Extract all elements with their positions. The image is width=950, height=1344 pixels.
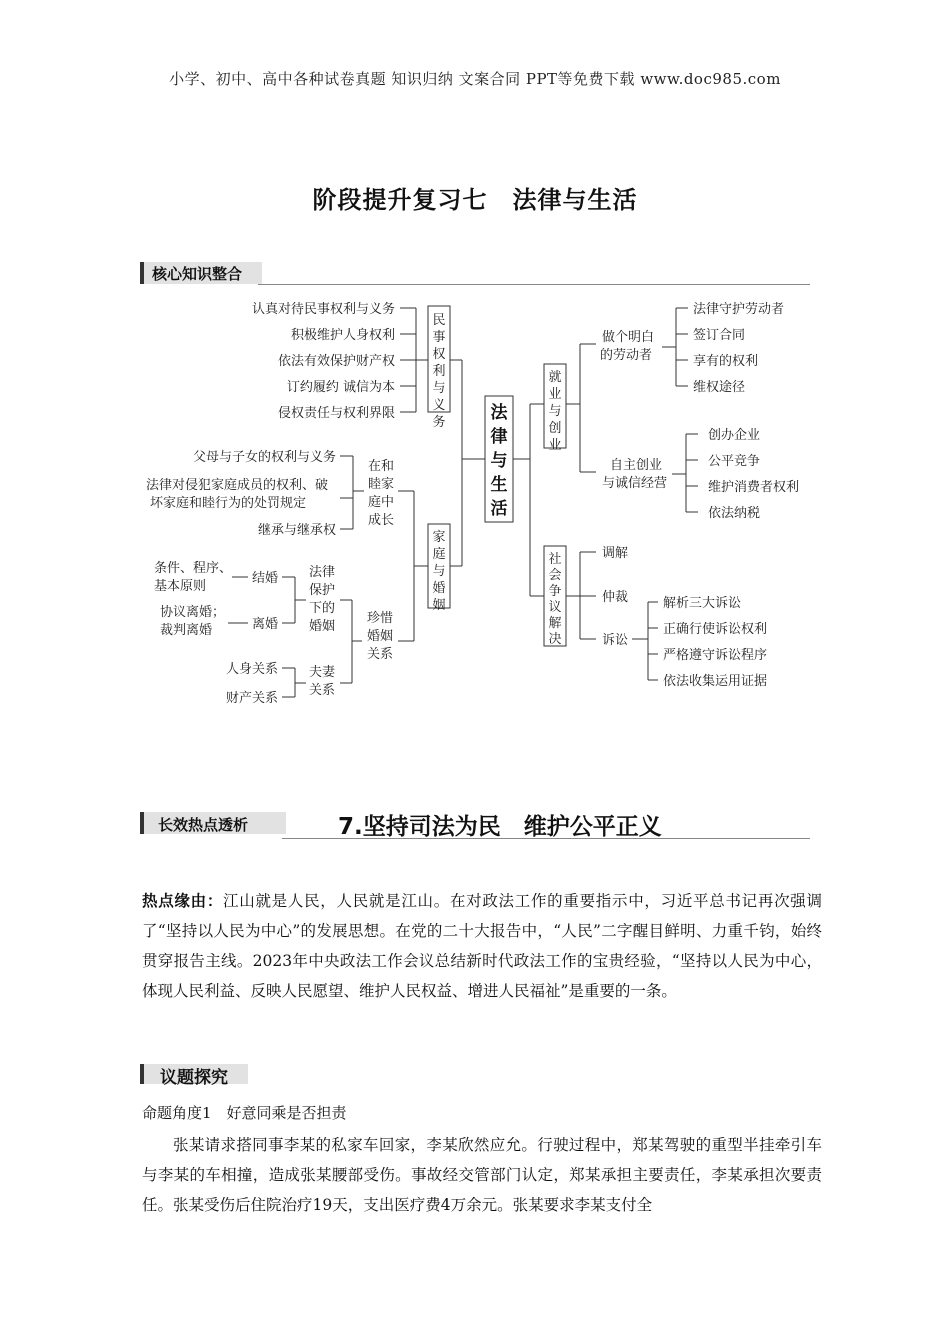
divorce-desc-2: 裁判离婚 xyxy=(160,623,213,638)
grow-label-4: 成长 xyxy=(368,513,395,528)
civil-item-5: 侵权责任与权利界限 xyxy=(277,406,395,421)
worker-label-2: 的劳动者 xyxy=(600,348,653,363)
worker-item-3: 享有的权利 xyxy=(693,354,759,369)
dispute-label: 社会争议解决 xyxy=(548,552,562,647)
marry-desc-2: 基本原则 xyxy=(154,579,207,594)
topic-title: 7.坚持司法为民 维护公平正义 xyxy=(338,814,662,840)
lawsuit-item-4: 依法收集运用证据 xyxy=(663,674,768,689)
center-label: 法律与生活 xyxy=(490,403,508,519)
business-item-3: 维护消费者权利 xyxy=(708,480,800,495)
mediate-label: 调解 xyxy=(602,546,629,561)
knowledge-map xyxy=(140,284,810,714)
page-header: 小学、初中、高中各种试卷真题 知识归纳 文案合同 PPT等免费下载 www.doc985.com xyxy=(169,70,781,88)
worker-item-2: 签订合同 xyxy=(693,328,746,343)
marriage-label-3: 关系 xyxy=(367,647,394,662)
business-label-2: 与诚信经营 xyxy=(602,476,668,491)
spouse-label-1: 夫妻 xyxy=(309,665,336,680)
civil-item-2: 积极维护人身权利 xyxy=(290,328,395,343)
divorce-desc-1: 协议离婚； xyxy=(160,605,226,620)
business-item-4: 依法纳税 xyxy=(708,506,761,521)
case-paragraph: 张某请求搭同事李某的私家车回家，李某欣然应允。行驶过程中，郑某驾驶的重型半挂牵引车与李某的车相撞，造成张某腰部受伤。事故经交管部门认定，郑某承担主要责任，李某承担次要责任。张某受伤后住院治疗19天，支出医疗费4万余元。张某要求李某支付全 xyxy=(142,1136,822,1214)
marriage-label-1: 珍惜 xyxy=(367,611,394,626)
lawsuit-item-1: 解析三大诉讼 xyxy=(663,596,742,611)
protect-label-4: 婚姻 xyxy=(309,619,336,634)
section-title-hot: 长效热点透析 xyxy=(158,816,249,834)
marriage-label-2: 婚姻 xyxy=(367,629,394,644)
hot-paragraph xyxy=(142,886,822,1006)
civil-item-3: 依法有效保护财产权 xyxy=(277,354,395,369)
business-item-2: 公平竞争 xyxy=(708,454,761,469)
protect-label-2: 保护 xyxy=(309,583,336,598)
lawsuit-label: 诉讼 xyxy=(602,633,629,648)
grow-label-1: 在和 xyxy=(368,459,395,474)
grow-item-1: 父母与子女的权利与义务 xyxy=(192,450,336,465)
protect-label-3: 下的 xyxy=(309,601,336,616)
section-title-issue: 议题探究 xyxy=(160,1068,228,1088)
section-title-core: 核心知识整合 xyxy=(152,265,243,283)
lawsuit-item-3: 严格遵守诉讼程序 xyxy=(663,648,768,663)
protect-label-1: 法律 xyxy=(309,565,336,580)
business-label-1: 自主创业 xyxy=(610,458,663,473)
hot-text: 江山就是人民，人民就是江山。在对政法工作的重要指示中，习近平总书记再次强调了“坚持以人民为中心”的发展思想。在党的二十大报告中，“人民”二字醒目鲜明、力重千钧，始终贯穿报告主线。2023年中央政法工作会议总结新时代政法工作的宝贵经验，“坚持以人民为中心，体现人民利益、反映人民愿望、维护人民权益、增进人民福祉”是重要的一条。 xyxy=(142,892,822,1000)
grow-label-3: 庭中 xyxy=(368,495,395,510)
grow-item-2-line2: 坏家庭和睦行为的处罚规定 xyxy=(150,496,307,511)
worker-item-1: 法律守护劳动者 xyxy=(693,302,785,317)
grow-item-2-line1: 法律对侵犯家庭成员的权利、破 xyxy=(146,478,329,493)
divorce-label: 离婚 xyxy=(252,617,279,632)
family-label: 家庭与婚姻 xyxy=(432,530,446,613)
employment-label: 就业与创业 xyxy=(548,370,562,453)
spouse-item-1: 人身关系 xyxy=(226,662,279,677)
worker-label-1: 做个明白 xyxy=(602,330,655,345)
spouse-item-2: 财产关系 xyxy=(226,691,279,706)
worker-item-4: 维权途径 xyxy=(693,380,746,395)
hot-label: 热点缘由： xyxy=(142,892,224,910)
angle-heading: 命题角度1 好意同乘是否担责 xyxy=(142,1104,347,1122)
marry-desc-1: 条件、程序、 xyxy=(154,561,233,576)
civil-label: 民事权利与义务 xyxy=(432,313,446,430)
grow-item-3: 继承与继承权 xyxy=(257,523,336,538)
business-item-1: 创办企业 xyxy=(708,428,761,443)
arbitrate-label: 仲裁 xyxy=(602,590,629,605)
civil-item-4: 订约履约 诚信为本 xyxy=(286,380,395,395)
lawsuit-item-2: 正确行使诉讼权利 xyxy=(663,622,768,637)
grow-label-2: 睦家 xyxy=(368,477,395,492)
spouse-label-2: 关系 xyxy=(309,683,336,698)
civil-item-1: 认真对待民事权利与义务 xyxy=(251,302,395,317)
page-title: 阶段提升复习七 法律与生活 xyxy=(312,186,638,214)
marry-label: 结婚 xyxy=(252,571,279,586)
